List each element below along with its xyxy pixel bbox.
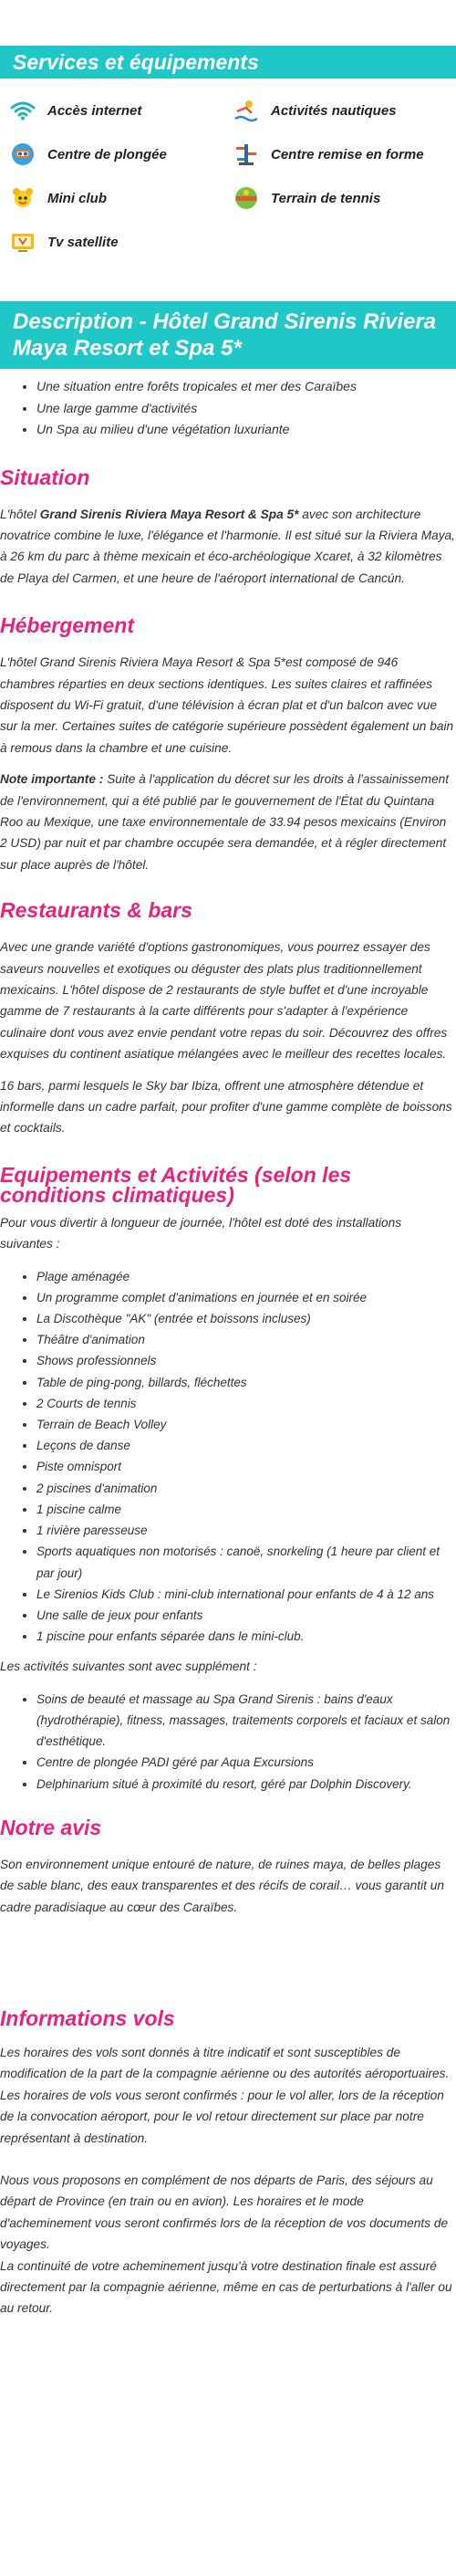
surf-icon [233,99,260,122]
service-plongee [9,142,233,166]
list-item: • 2 Courts de tennis [36,1393,456,1414]
service-label: Activités nautiques [271,102,397,119]
list-item: • Delphinarium situé à proximité du resort, géré par Dolphin Discovery. [36,1774,456,1795]
note-label: Note importante : [0,772,104,787]
note-text: Suite à l'application du décret sur les droits à l'assainissement de l'environnement, qui a été publié par le gouvernement de l'État du Quintana Roo au Mexique, une taxe environnementale de 33.94 pesos mexicains (Environ 2 USD) par nuit et par chambre occupée sera demandée, et à régler directement sur place auprès de l'hôtel. [0,772,450,872]
services-header: Services et équipements [0,46,456,79]
list-item: • Une situation entre forêts tropicales et mer des Caraïbes [36,376,456,398]
hebergement-text: L'hôtel Grand Sirenis Riviera Maya Resort & Spa 5*est composé de 946 chambres réparties en deux sections identiques. Les suites claires et raffinées disposent du Wi-Fi gratuit, d'une télévision à écran plat et d'un balcon avec vue sur la mer. Certaines suites de catégorie supérieure possèdent également un bain à remous dans la chambre et une cuisine. [0,655,454,755]
service-miniclub [9,186,233,210]
list-item: • Une salle de jeux pour enfants [36,1605,456,1626]
service-internet [9,99,233,122]
list-item: • Une large gamme d'activités [36,398,456,420]
situation-prefix: L'hôtel [0,507,40,521]
avis-title: Notre avis [0,1815,102,1839]
service-label: Centre de plongée [47,146,167,162]
services-grid [0,79,456,254]
wifi-icon [9,99,36,122]
supplement-list [0,1689,456,1795]
situation-title: Situation [0,465,90,489]
service-label: Mini club [47,190,107,206]
service-label: Centre remise en forme [271,146,424,162]
list-item: • Shows professionnels [36,1350,456,1371]
fitness-icon [233,142,260,166]
list-item: • Un programme complet d'animations en journée et en soirée [36,1287,456,1308]
equipements-list [0,1266,456,1648]
restaurants-title: Restaurants & bars [0,898,192,923]
hotel-name: Grand Sirenis Riviera Maya Resort & Spa 5* [39,507,299,521]
list-item: • La Discothèque "AK" (entrée et boissons incluses) [36,1308,456,1329]
list-item: • Théâtre d'animation [36,1329,456,1350]
list-item: • Soins de beauté et massage au Spa Grand Sirenis : bains d'eaux (hydrothérapie), fitness, massages, traitements corporels et faciaux et salon d'esthétique. [36,1689,456,1753]
avis-text: Son environnement unique entouré de nature, de ruines maya, de belles plages de sable blanc, des eaux transparentes et des récifs de corail… vous garantit un cadre paradisiaque au cœur des Caraïbes. [0,1857,444,1914]
vols-title: Informations vols [0,2005,175,2030]
situation-text [0,504,456,590]
tv-icon [9,230,36,254]
kids-club-icon [9,186,36,210]
situation-rest: avec son architecture novatrice combine le luxe, l'élégance et l'harmonie. Il est situé sur la Riviera Maya, à 26 km du parc à thème mexicain et éco-archéologique Xcaret, à 32 kilomètres de Playa del Carmen, et une heure de l'aéroport international de Cancún. [0,507,455,585]
hebergement-title: Hébergement [0,613,134,638]
list-item: • 1 rivière paresseuse [36,1520,456,1541]
list-item: • Centre de plongée PADI géré par Aqua Excursions [36,1752,456,1773]
vols-p4: La continuité de votre acheminement jusqu'à votre destination finale est assuré directement par la compagnie aérienne, même en cas de perturbations à l'aller ou au retour. [0,2258,452,2316]
service-label: Accès internet [47,102,142,119]
hebergement-note [0,769,456,875]
vols-p3: Nous vous proposons en complément de nos départs de Paris, des séjours au départ de Province (en train ou en avion). Les horaires et le mode d'acheminement vous seront confirmés lors de la réception de vos documents de voyages. [0,2173,449,2252]
restaurants-text: Avec une grande variété d'options gastronomiques, vous pourrez essayer des saveurs nouvelles et exotiques ou déguster des plats plus traditionnellement mexicains. L'hôtel dispose de 2 restaurants de style buffet et d'une incroyable gamme de 7 restaurants à la carte différents pour s'adapter à l'expérience culinaire dont vous avez envie pendant votre repas du soir. Découvrez des offres exquises du continent asiatique mélangées avec le meilleur des recettes locales. [0,940,448,1062]
service-nautique [233,99,456,122]
description-header: Description - Hôtel Grand Sirenis Riviera Maya Resort et Spa 5* [0,301,456,369]
list-item: • Table de ping-pong, billards, fléchettes [36,1372,456,1393]
list-item: • Piste omnisport [36,1456,456,1477]
list-item: • Le Sirenios Kids Club : mini-club international pour enfants de 4 à 12 ans [36,1584,456,1605]
service-label: Terrain de tennis [271,190,381,206]
diving-icon [9,142,36,166]
list-item: • 1 piscine pour enfants séparée dans le mini-club. [36,1626,456,1647]
service-tv [9,230,233,254]
list-item: • 1 piscine calme [36,1499,456,1520]
list-item: • Un Spa au milieu d'une végétation luxuriante [36,419,456,441]
service-fitness [233,142,456,166]
list-item: • 2 piscines d'animation [36,1478,456,1499]
list-item: • Terrain de Beach Volley [36,1414,456,1435]
list-item: • Plage aménagée [36,1266,456,1287]
supplement-intro: Les activités suivantes sont avec supplément : [0,1660,257,1674]
equipements-intro: Pour vous divertir à longueur de journée, l'hôtel est doté des installations suivantes : [0,1215,402,1251]
list-item: • Sports aquatiques non motorisés : canoë, snorkeling (1 heure par client et par jour) [36,1541,456,1583]
list-item: • Leçons de danse [36,1435,456,1456]
highlights-list [0,376,456,441]
vols-p1: Les horaires des vols sont donnés à titre indicatif et sont susceptibles de modification de la part de la compagnie aérienne ou des autorités aéroportuaires. [0,2045,450,2081]
vols-p2: Les horaires de vols vous seront confirmés : pour le vol aller, lors de la réception de la convocation aéroport, pour le vol retour directement sur place par notre représentant à destination. [0,2088,444,2145]
equipements-title: Equipements et Activités (selon les conditions climatiques) [0,1162,352,1207]
service-label: Tv satellite [47,234,119,250]
bars-text: 16 bars, parmi lesquels le Sky bar Ibiza, offrent une atmosphère détendue et informelle dans un cadre parfait, pour profiter d'une gamme complète de boissons et cocktails. [0,1078,452,1136]
service-tennis [233,186,456,210]
tennis-icon [233,186,260,210]
